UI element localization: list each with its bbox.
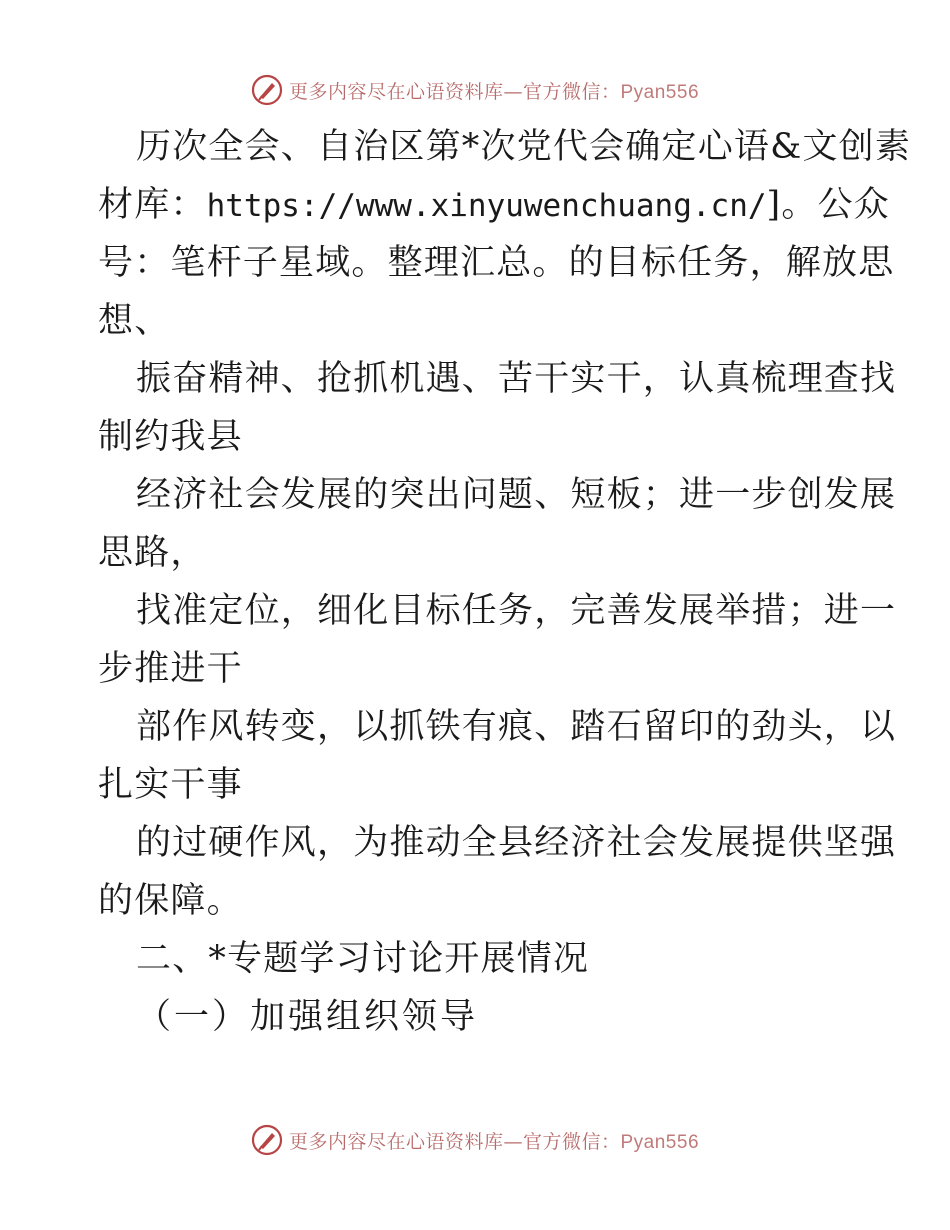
paragraph-line: 振奋精神、抢抓机遇、苦干实干，认真梳理查找	[136, 359, 897, 399]
paragraph-line: 想、	[98, 301, 171, 341]
quill-logo-icon	[251, 1124, 283, 1156]
watermark-footer	[0, 1120, 950, 1160]
url-text: https://www.xinyuwenchuang.cn/	[206, 188, 767, 224]
section-subheading: （一）加强组织领导	[136, 997, 479, 1037]
watermark-text: 更多内容尽在心语资料库—官方微信：Pyan556	[288, 1130, 700, 1153]
paragraph-line: 材库：https://www.xinyuwenchuang.cn/]。公众	[98, 185, 890, 225]
watermark-text: 更多内容尽在心语资料库—官方微信：Pyan556	[288, 80, 700, 103]
paragraph-line: 号：笔杆子星域。整理汇总。的目标任务，解放思	[98, 243, 895, 283]
paragraph-line: 经济社会发展的突出问题、短板；进一步创发展	[136, 475, 897, 515]
section-heading: 二、*专题学习讨论开展情况	[136, 939, 590, 979]
paragraph-line: 的保障。	[98, 881, 243, 921]
paragraph-line: 思路，	[98, 533, 207, 573]
watermark-header	[0, 70, 950, 110]
paragraph-line: 步推进干	[98, 649, 243, 689]
paragraph-line: 部作风转变，以抓铁有痕、踏石留印的劲头，以	[136, 707, 897, 747]
paragraph-line: 历次全会、自治区第*次党代会确定心语&文创素	[136, 127, 912, 167]
paragraph-line: 制约我县	[98, 417, 243, 457]
paragraph-line: 找准定位，细化目标任务，完善发展举措；进一	[136, 591, 897, 631]
paragraph-line: 扎实干事	[98, 765, 243, 805]
quill-logo-icon	[251, 74, 283, 106]
document-body	[98, 118, 912, 1046]
paragraph-line: 的过硬作风，为推动全县经济社会发展提供坚强	[136, 823, 897, 863]
